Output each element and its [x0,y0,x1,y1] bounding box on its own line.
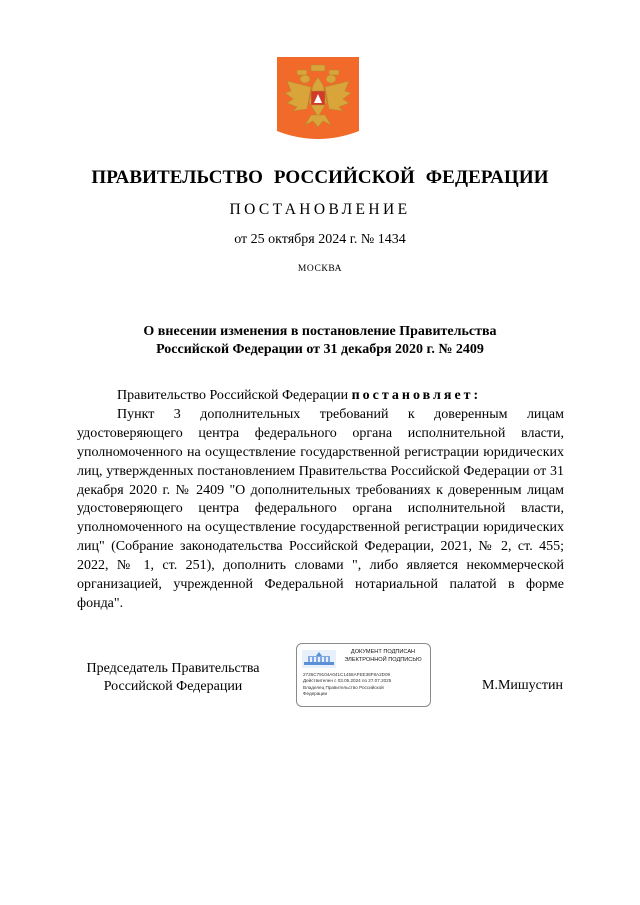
stamp-heading-line: ЭЛЕКТРОННОЙ ПОДПИСЬЮ [344,656,422,663]
stamp-owner: Федерации [303,690,328,696]
stamp-heading-line: ДОКУМЕНТ ПОДПИСАН [350,649,416,655]
signer-position-line: Российской Федерации [103,679,243,694]
government-building-icon [302,650,336,668]
stamp-owner: Владелец Правительство Российской [303,684,384,690]
document-title-line: Российской Федерации от 31 декабря 2020 г. № 2409 [156,342,484,357]
document-city: МОСКВА [297,264,343,274]
stamp-serial: 2726C79104A041C1458AFEE38F8A2D09 [303,672,391,677]
document-date-number: от 25 октября 2024 г. № 1434 [234,232,406,247]
signer-name: М.Мишустин [482,678,563,693]
document-body [77,387,564,614]
document-type: ПОСТАНОВЛЕНИЕ [229,201,411,218]
intro-text: Правительство Российской Федерации [117,388,352,403]
signer-position [78,660,268,696]
government-name: ПРАВИТЕЛЬСТВО РОССИЙСКОЙ ФЕДЕРАЦИИ [91,167,549,188]
stamp-heading [337,649,429,664]
intro-paragraph [77,387,564,406]
electronic-signature-stamp [296,643,431,707]
document-title-line: О внесении изменения в постановление Правительства [143,324,497,339]
main-paragraph: Пункт 3 дополнительных требований к доверенным лицам удостоверяющего центра федерального органа исполнительной власти, уполномоченного на осуществление государственной регистрации юридических лиц, утвержденных постановлением Правительства Российской Федерации от 31 декабря 2020 г. № 2409 "О дополнительных требованиях к доверенным лицам удостоверяющего центра федерального органа исполнительной власти, уполномоченного на осуществление государственной регистрации юридических лиц" (Собрание законодательства Российской Федерации, 2021, № 2, ст. 455; 2022, № 1, ст. 251), дополнить словами ", либо является некоммерческой организацией, учрежденной Федеральной нотариальной палатой в форме фонда". [77,406,564,611]
signer-position-line: Председатель Правительства [86,661,260,676]
stamp-certificate-info [303,672,427,697]
decree-verb: постановляет: [351,388,482,403]
stamp-validity: Действителен с 03.05.2024 по 27.07.2025 [303,678,392,684]
document-title [0,323,640,359]
russian-coat-of-arms-icon [277,57,359,141]
